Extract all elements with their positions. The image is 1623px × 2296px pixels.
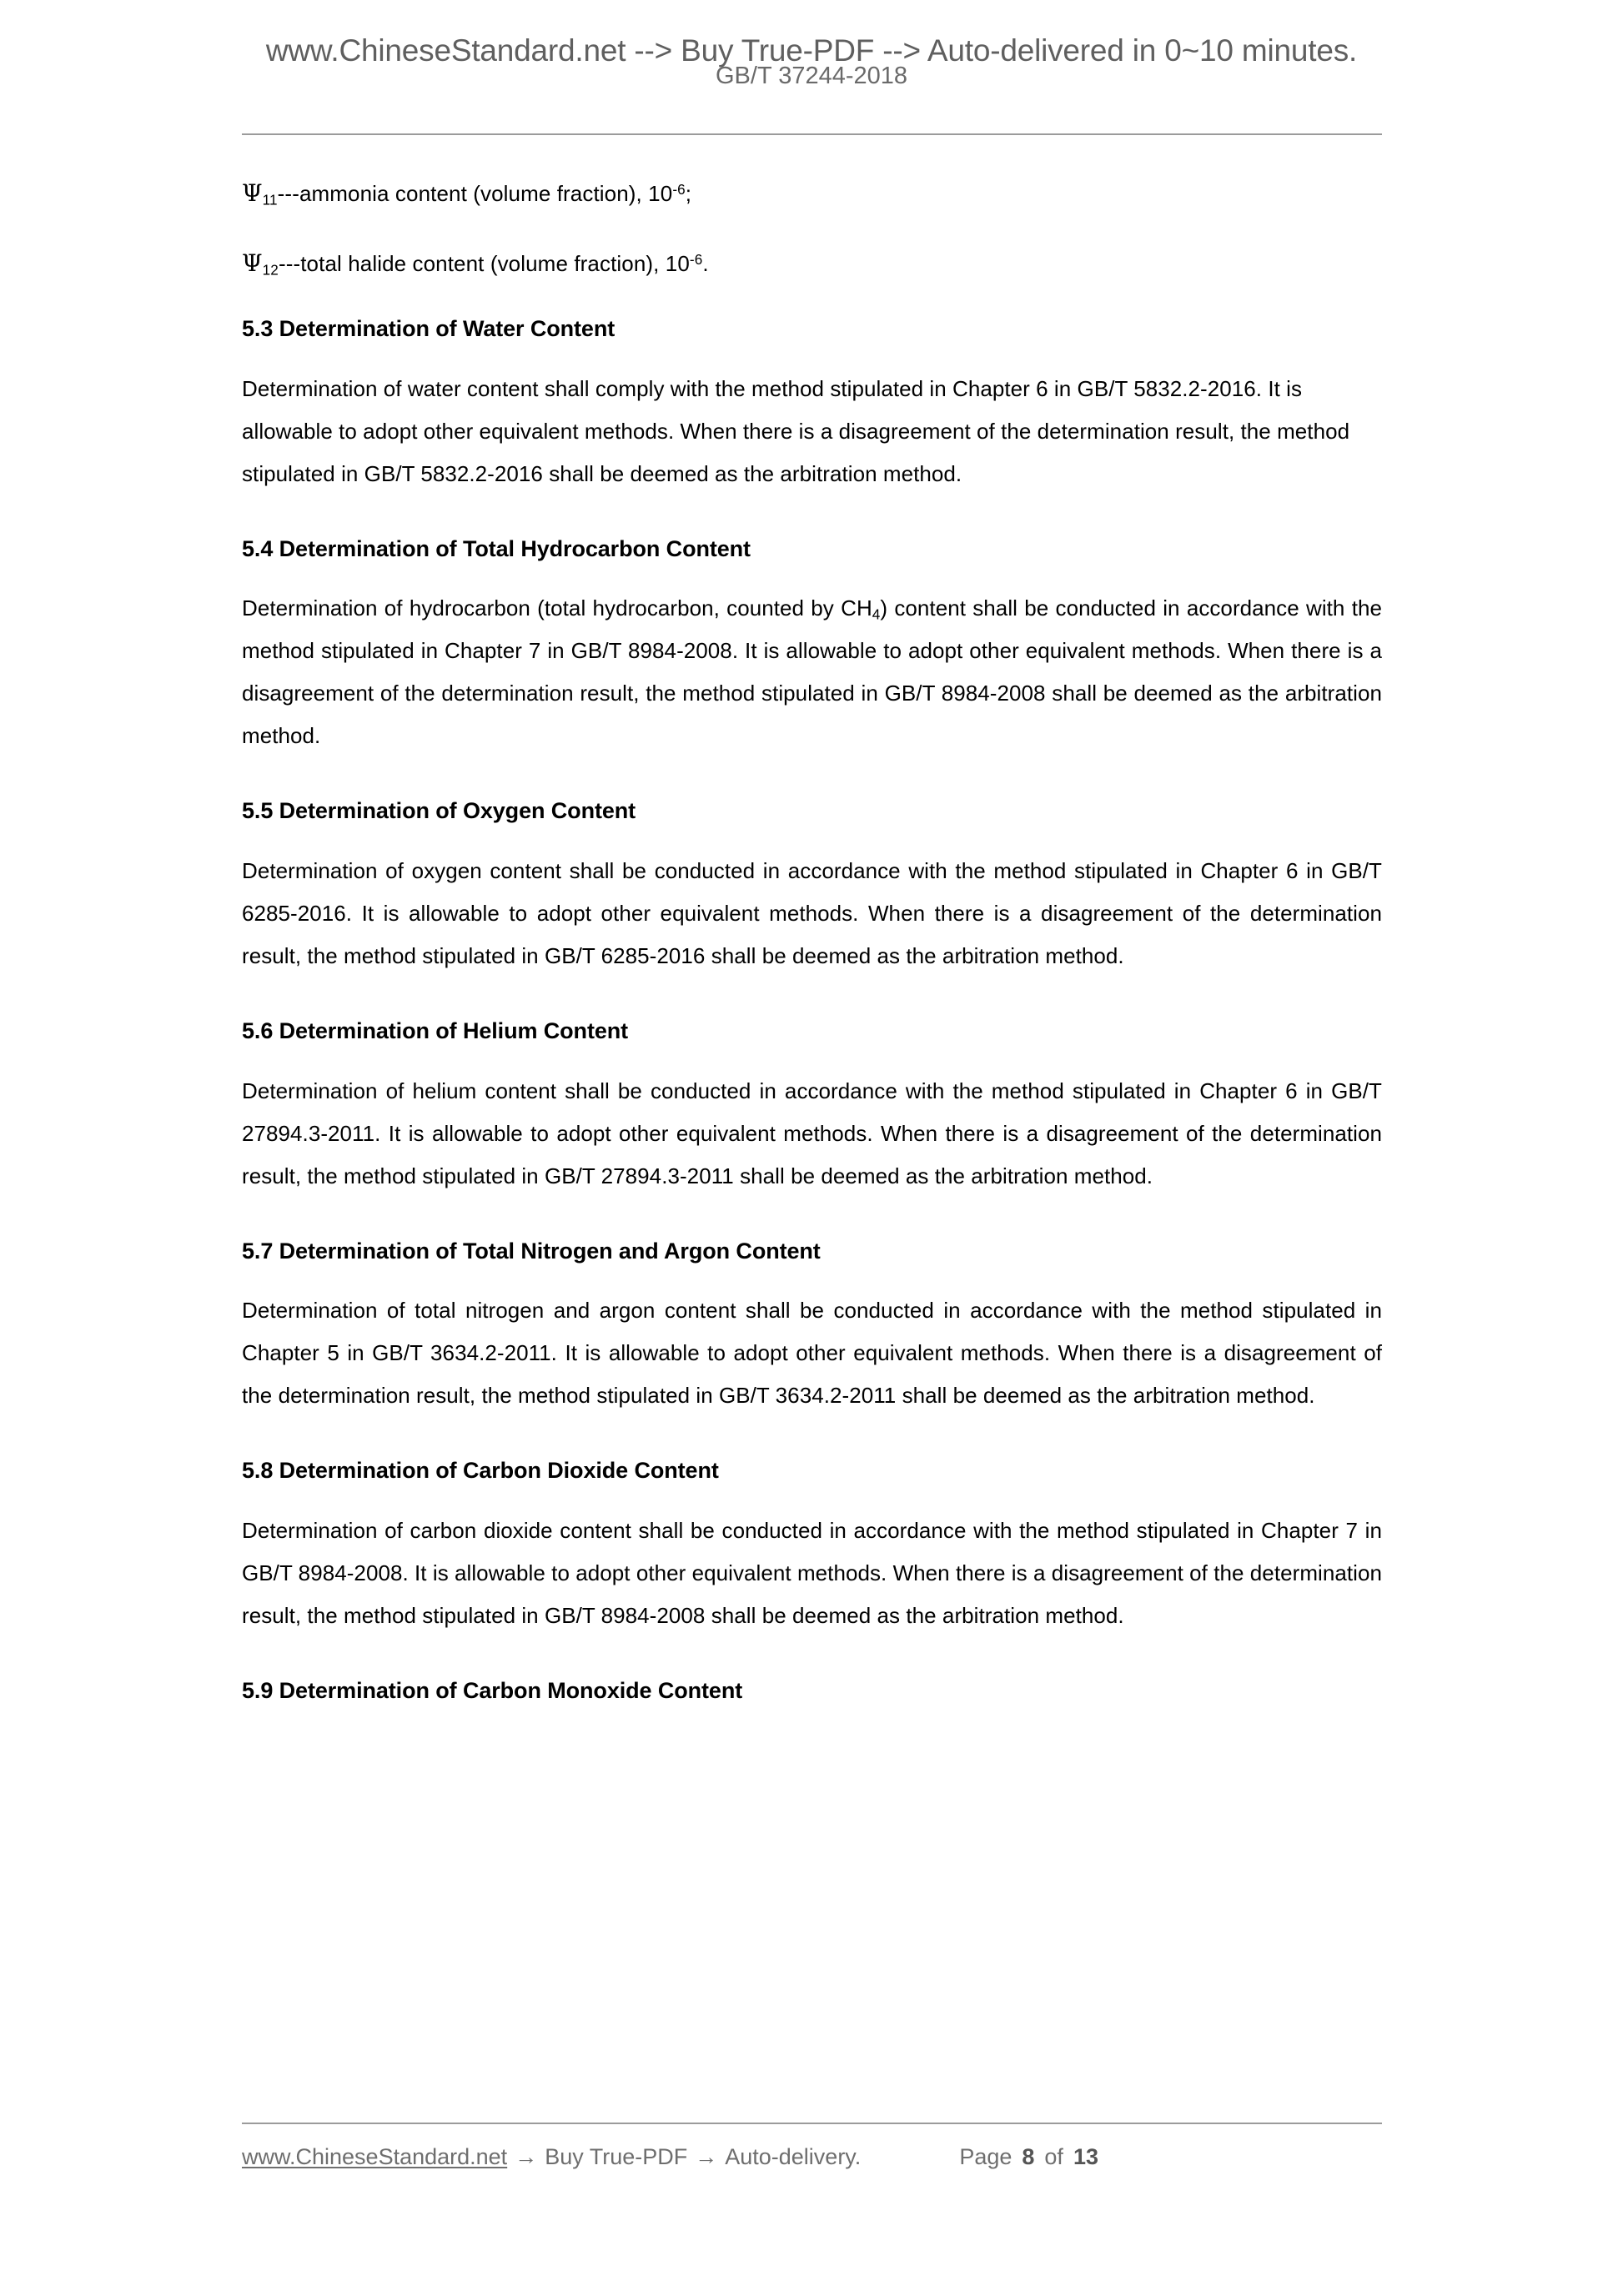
document-standard-code: GB/T 37244-2018 (715, 62, 908, 89)
section-heading-5-3: 5.3 Determination of Water Content (242, 316, 616, 341)
spacer (242, 1484, 1382, 1510)
section-heading-5-9: 5.9 Determination of Carbon Monoxide Content (242, 1678, 743, 1704)
section-heading-5-7: 5.7 Determination of Total Nitrogen and Argon Content (242, 1238, 821, 1264)
psi-symbol: Ψ (242, 179, 263, 207)
section-body-5-7: Determination of total nitrogen and argon content shall be conducted in accordance with the method stipulated in Chapter 5 in GB/T 3634.2-2011. It is allowable to adopt other equivalent methods. When there is a disagreement of the determination result, the method stipulated in GB/T 3634.2-2011 shall be deemed as the arbitration method. (242, 1298, 1382, 1409)
spacer (242, 1198, 1382, 1239)
definition-text: total halide content (volume fraction), 10 (300, 251, 690, 276)
section-body-5-6: Determination of helium content shall be conducted in accordance with the method stipulated in Chapter 6 in GB/T 27894.3-2011. It is allowable to adopt other equivalent methods. When there is a disagreement of the determination result, the method stipulated in GB/T 27894.3-2011 shall be deemed as the arbitration method. (242, 1078, 1382, 1188)
arrow-right-icon: → (515, 2144, 538, 2169)
section-body-5-8: Determination of carbon dioxide content shall be conducted in accordance with the method stipulated in Chapter 7 in GB/T 8984-2008. It is allowable to adopt other equivalent methods. When there is a disagreement of the determination result, the method stipulated in GB/T 8984-2008 shall be deemed as the arbitration method. (242, 1518, 1382, 1629)
footer-divider-rule (242, 2123, 1382, 2124)
page-total: 13 (1073, 2144, 1098, 2169)
header-divider-rule (242, 133, 1382, 135)
footer-delivery-label: Auto-delivery. (725, 2144, 862, 2169)
definition-terminator: ; (685, 181, 692, 206)
psi-subscript: 12 (262, 261, 279, 279)
page-footer (242, 2144, 1382, 2170)
spacer (242, 495, 1382, 537)
definition-terminator: . (702, 251, 709, 276)
section-body-5-3: Determination of water content shall comply with the method stipulated in Chapter 6 in GB/T 5832.2-2016. It is allowable to adopt other equivalent methods. When there is a disagreement of the determination result, the method stipulated in GB/T 5832.2-2016 shall be deemed as the arbitration method. (242, 375, 1350, 486)
spacer (242, 824, 1382, 850)
watermark-promo-text: www.ChineseStandard.net --> Buy True-PDF --> Auto-delivered in 0~10 minutes. (265, 33, 1358, 68)
page-of-label: of (1044, 2144, 1063, 2169)
spacer (242, 1417, 1382, 1459)
symbol-definition-psi12 (242, 249, 1382, 279)
page-number: 8 (1022, 2144, 1035, 2169)
spacer (242, 1637, 1382, 1679)
footer-promo (242, 2144, 861, 2170)
footer-buy-label: Buy True-PDF (545, 2144, 688, 2169)
psi-symbol: Ψ (242, 249, 263, 277)
spacer (242, 1264, 1382, 1289)
definition-text: ammonia content (volume fraction), 10 (299, 181, 673, 206)
definition-exponent: -6 (689, 250, 703, 268)
section-body-5-5: Determination of oxygen content shall be conducted in accordance with the method stipulated in Chapter 6 in GB/T 6285-2016. It is allowable to adopt other equivalent methods. When there is a disagreement of the determination result, the method stipulated in GB/T 6285-2016 shall be deemed as the arbitration method. (242, 858, 1382, 969)
spacer (242, 757, 1382, 799)
definition-dashes: --- (277, 181, 299, 206)
section-heading-5-6: 5.6 Determination of Helium Content (242, 1018, 629, 1044)
footer-site-link[interactable]: www.ChineseStandard.net (242, 2144, 508, 2169)
spacer (242, 342, 1382, 368)
spacer (242, 977, 1382, 1019)
page-indicator (959, 2144, 1098, 2170)
spacer (242, 561, 1382, 587)
section-body-5-4-part1: Determination of hydrocarbon (total hydrocarbon, counted by CH (242, 595, 872, 621)
watermark-header (0, 35, 1623, 88)
definition-exponent: -6 (672, 180, 686, 198)
psi-subscript: 11 (262, 191, 278, 208)
section-body-5-4 (242, 587, 1382, 757)
document-content (242, 163, 1382, 1704)
section-body-5-4-part2: ) content shall be conducted in accordance with the method stipulated in Chapter 7 in GB/T 8984-2008. It is allowable to adopt other equivalent methods. When there is a disagreement of the determination result, the method stipulated in GB/T 8984-2008 shall be deemed as the arbitration method. (242, 595, 1382, 749)
section-heading-5-8: 5.8 Determination of Carbon Dioxide Content (242, 1458, 719, 1484)
methane-subscript: 4 (872, 605, 881, 623)
spacer (242, 275, 1382, 317)
spacer (242, 1044, 1382, 1070)
section-heading-5-5: 5.5 Determination of Oxygen Content (242, 798, 636, 824)
symbol-definition-psi11 (242, 179, 1382, 208)
arrow-right-icon: → (695, 2144, 718, 2169)
page-label: Page (959, 2144, 1012, 2169)
section-heading-5-4: 5.4 Determination of Total Hydrocarbon Content (242, 535, 751, 561)
definition-dashes: --- (278, 251, 301, 276)
